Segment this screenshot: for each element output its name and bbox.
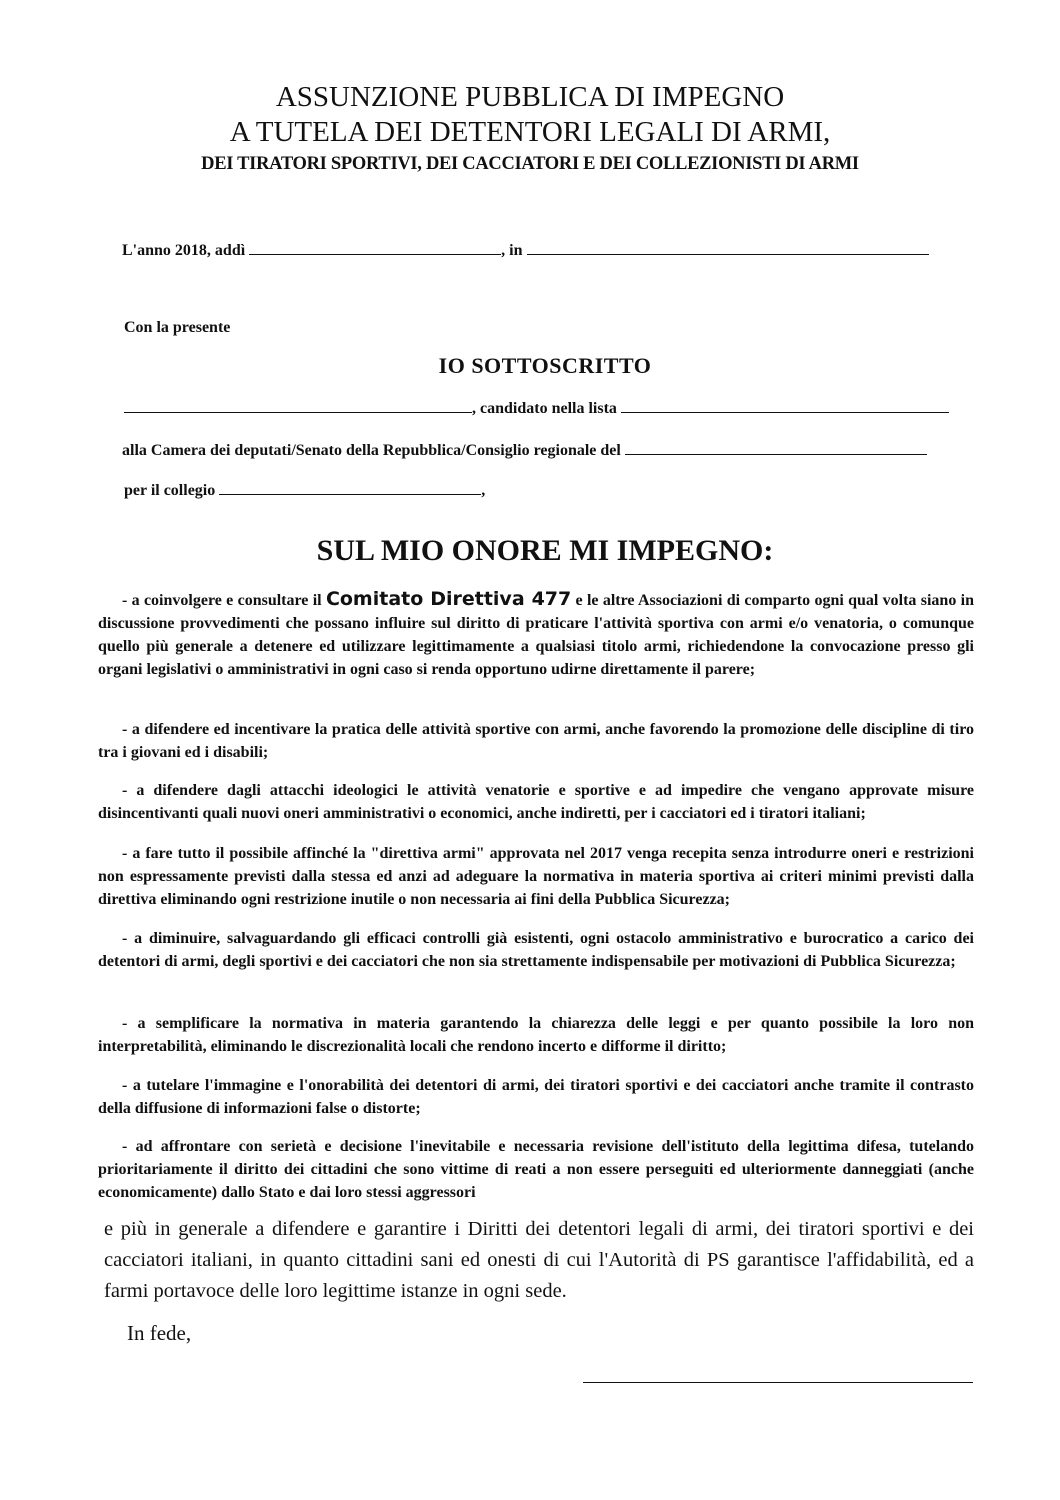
comitato-name: Comitato Direttiva 477 xyxy=(325,588,572,610)
closing-statement: e più in generale a difendere e garantire i Diritti dei detentori legali di armi, dei tiratori sportivi e dei cacciatori italiani, in quanto cittadini sani ed onesti di cui l'Autorità di PS garantisce l'affidabilità, ed a farmi portavoce delle loro legittime istanze in ogni sede. xyxy=(104,1218,974,1302)
candidate-row xyxy=(124,398,949,419)
signoff: In fede, xyxy=(127,1321,192,1345)
chamber-field[interactable] xyxy=(625,440,927,455)
date-place-row xyxy=(122,240,929,261)
candidate-label: , candidato nella lista xyxy=(472,400,617,417)
commitment-2: - a difendere ed incentivare la pratica delle attività sportive con armi, anche favorendo la promozione delle discipline di tiro tra i giovani ed i disabili; xyxy=(98,721,974,761)
io-sottoscritto-heading: IO SOTTOSCRITTO xyxy=(438,353,652,378)
place-field[interactable] xyxy=(527,240,929,255)
collegio-row xyxy=(124,480,485,501)
document-title-line2: A TUTELA DEI DETENTORI LEGALI DI ARMI, xyxy=(229,116,831,148)
date-label: L'anno 2018, addì xyxy=(122,242,246,259)
list-field[interactable] xyxy=(621,398,949,413)
con-la-presente: Con la presente xyxy=(124,319,231,336)
commitment-3: - a difendere dagli attacchi ideologici le attività venatorie e sportive e ad impedire che vengano approvate misure disincentivanti quali nuovi oneri amministrativi o economici, anche indiretti, per i cacciatori ed i tiratori italiani; xyxy=(98,782,974,822)
place-label: , in xyxy=(501,242,523,259)
collegio-label: per il collegio xyxy=(124,482,216,499)
chamber-row xyxy=(122,440,927,461)
signature-line[interactable] xyxy=(583,1380,973,1383)
main-heading: SUL MIO ONORE MI IMPEGNO: xyxy=(316,534,774,567)
commitment-4: - a fare tutto il possibile affinché la "direttiva armi" approvata nel 2017 venga recepita senza introdurre oneri e restrizioni non espressamente previsti dalla stessa ed anzi ad adeguare la normativa in materia sportiva ai criteri minimi previsti dalla direttiva eliminando ogni restrizione inutile o non necessaria ai fini della Pubblica Sicurezza; xyxy=(98,845,974,908)
date-field[interactable] xyxy=(249,240,501,255)
commitment-8: - ad affrontare con serietà e decisione l'inevitabile e necessaria revisione dell'istituto della legittima difesa, tutelando prioritariamente il diritto dei cittadini che sono vittime di reati a non essere perseguiti ed ulteriormente danneggiati (anche economicamente) dallo Stato e dai loro stessi aggressori xyxy=(98,1138,974,1201)
commitment-1-text-pre: - a coinvolgere e consultare il xyxy=(122,592,326,609)
commitment-1 xyxy=(98,588,974,681)
document-title-line3: DEI TIRATORI SPORTIVI, DEI CACCIATORI E DEI COLLEZIONISTI DI ARMI xyxy=(201,154,859,174)
commitment-6: - a semplificare la normativa in materia garantendo la chiarezza delle leggi e per quanto possibile la loro non interpretabilità, eliminando le discrezionalità locali che rendono incerto e difforme il diritto; xyxy=(98,1015,974,1055)
commitment-7: - a tutelare l'immagine e l'onorabilità dei detentori di armi, dei tiratori sportivi e dei cacciatori anche tramite il contrasto della diffusione di informazioni false o distorte; xyxy=(98,1077,974,1117)
chamber-label: alla Camera dei deputati/Senato della Repubblica/Consiglio regionale del xyxy=(122,442,621,459)
commitment-5: - a diminuire, salvaguardando gli efficaci controlli già esistenti, ogni ostacolo amministrativo e burocratico a carico dei detentori di armi, degli sportivi e dei cacciatori che non sia strettamente indispensabile per motivazioni di Pubblica Sicurezza; xyxy=(98,930,974,970)
collegio-comma: , xyxy=(481,482,486,499)
commitment-1-text-post: e le altre Associazioni di comparto ogni qual volta siano in discussione provvedimenti che possano influire sul diritto di praticare l'attività sportiva con armi e/o venatoria, o comunque quello più generale a detenere ed utilizzare legittimamente a qualsiasi titolo armi, richiedendone la convocazione presso gli organi legislativi o amministrativi in ogni caso si renda opportuno udirne direttamente il parere; xyxy=(98,592,974,678)
document-title-line1: ASSUNZIONE PUBBLICA DI IMPEGNO xyxy=(275,81,785,113)
collegio-field[interactable] xyxy=(219,480,481,495)
name-field[interactable] xyxy=(124,398,472,413)
